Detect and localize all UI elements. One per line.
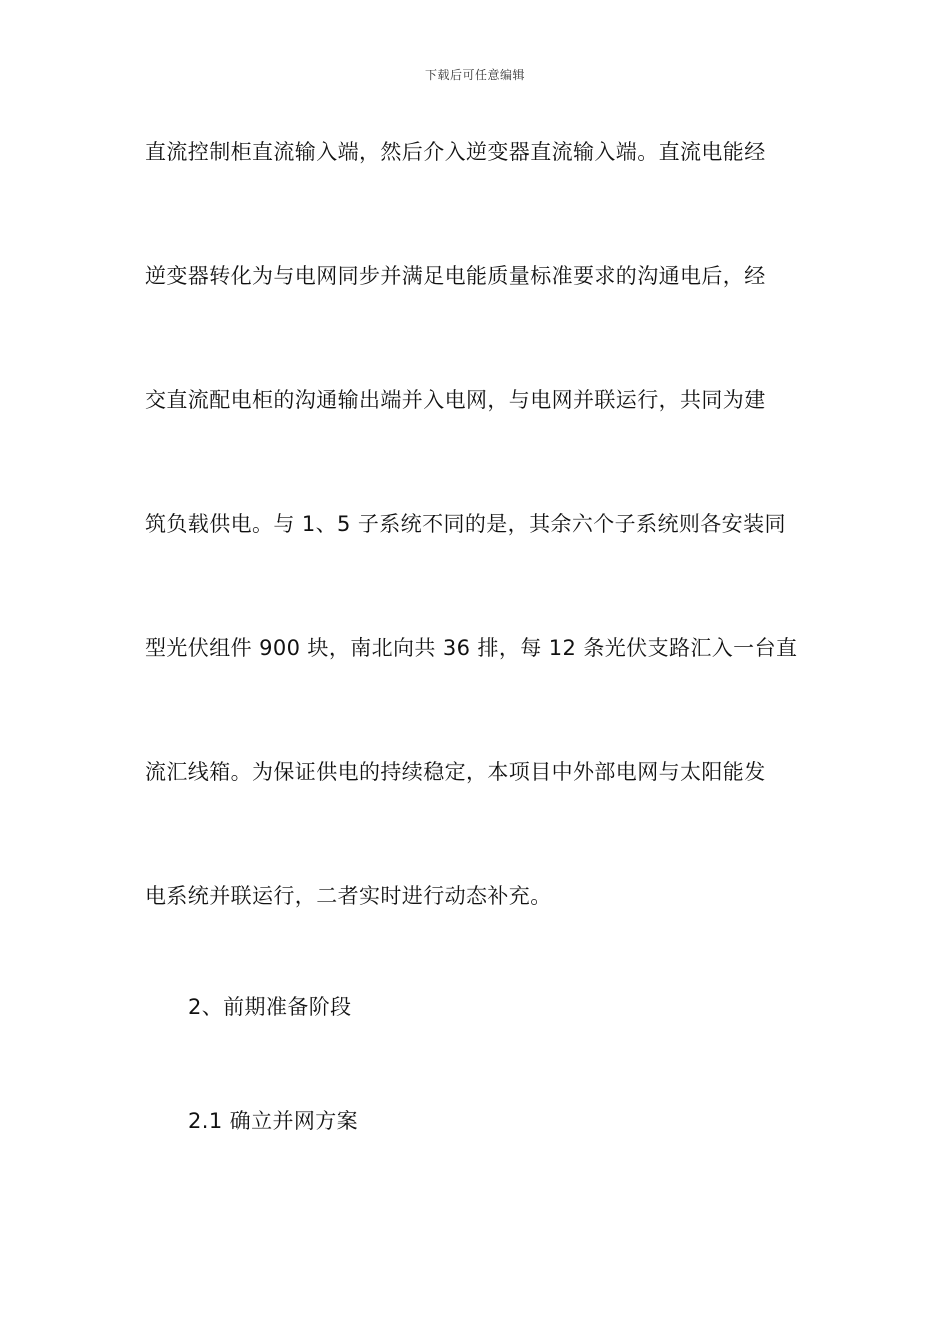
paragraph-line: 逆变器转化为与电网同步并满足电能质量标准要求的沟通电后，经 [145, 264, 766, 288]
paragraph-line: 电系统并联运行，二者实时进行动态补充。 [145, 884, 552, 908]
paragraph-line: 流汇线箱。为保证供电的持续稳定，本项目中外部电网与太阳能发 [145, 760, 766, 784]
paragraph-line: 交直流配电柜的沟通输出端并入电网，与电网并联运行，共同为建 [145, 388, 766, 412]
subsection-heading: 2.1 确立并网方案 [188, 1109, 359, 1133]
header-note: 下载后可任意编辑 [424, 68, 525, 82]
paragraph-line: 型光伏组件 900 块，南北向共 36 排，每 12 条光伏支路汇入一台直 [145, 636, 798, 660]
paragraph-line: 筑负载供电。与 1、5 子系统不同的是，其余六个子系统则各安装同 [145, 512, 786, 536]
section-heading: 2、前期准备阶段 [188, 995, 352, 1019]
paragraph-line: 直流控制柜直流输入端，然后介入逆变器直流输入端。直流电能经 [145, 140, 766, 164]
